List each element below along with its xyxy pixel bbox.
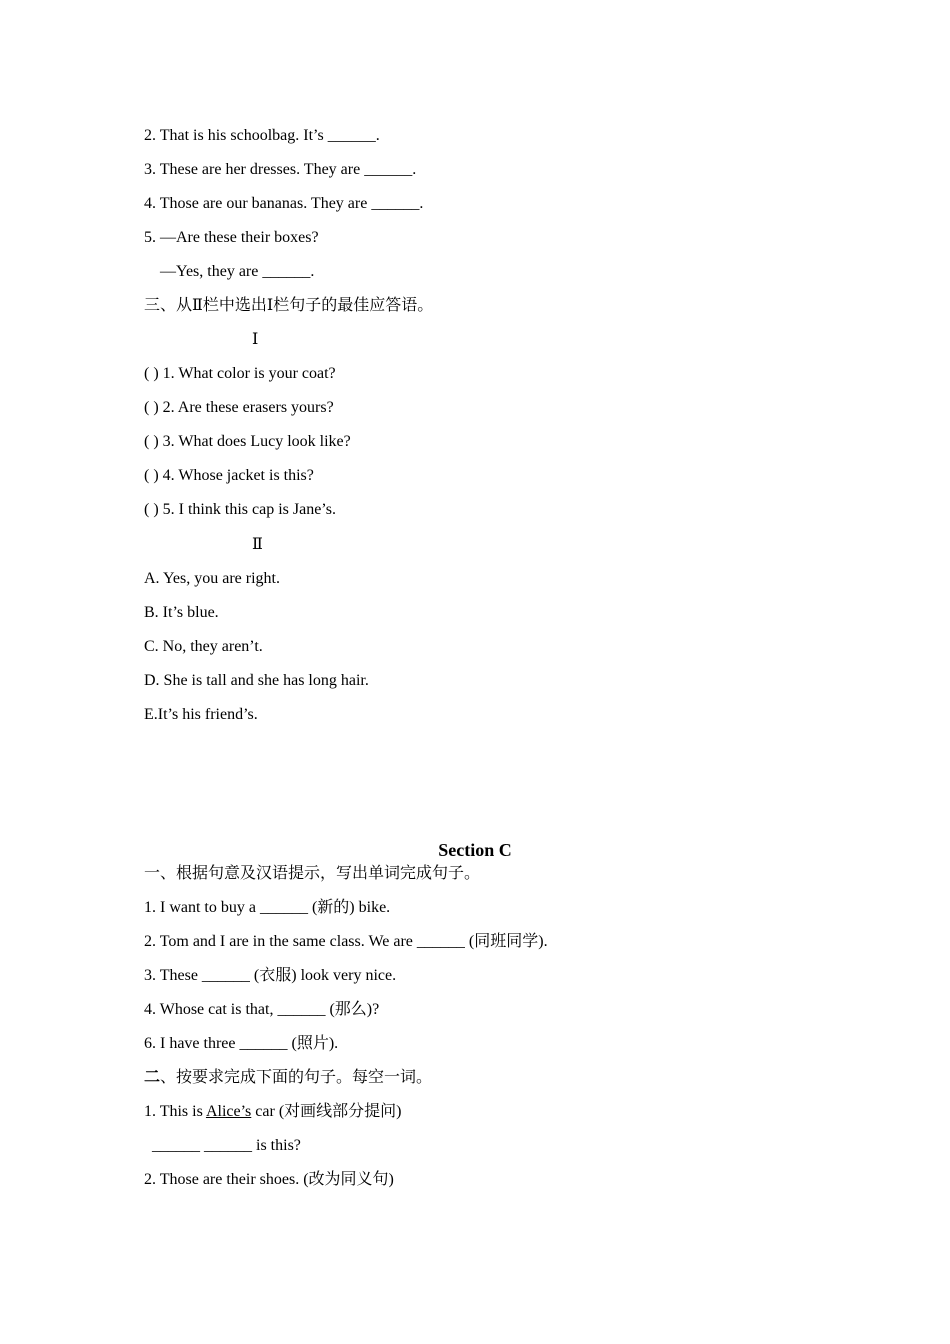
question-suffix: car (对画线部分提问): [251, 1103, 402, 1120]
part-three-heading: 三、从Ⅱ栏中选出Ⅰ栏句子的最佳应答语。: [144, 297, 434, 314]
section-c-part-one-item: 3. These ______ (衣服) look very nice.: [144, 967, 397, 984]
column-one-item: ( ) 4. Whose jacket is this?: [144, 467, 314, 484]
exercise-line-4: 4. Those are our bananas. They are ______.: [144, 195, 424, 212]
section-c-part-one-item: 4. Whose cat is that, ______ (那么)?: [144, 1001, 380, 1018]
section-c-part-two-question-2: 2. Those are their shoes. (改为同义句): [144, 1171, 394, 1188]
column-one-item: ( ) 3. What does Lucy look like?: [144, 433, 351, 450]
column-one-item: ( ) 5. I think this cap is Jane’s.: [144, 501, 336, 518]
column-two-item: C. No, they aren’t.: [144, 638, 263, 655]
column-one-item: ( ) 2. Are these erasers yours?: [144, 399, 334, 416]
section-c-part-one-heading: 一、根据句意及汉语提示，写出单词完成句子。: [144, 865, 481, 882]
part-two-number: 二: [144, 1069, 161, 1086]
column-two-item: A. Yes, you are right.: [144, 570, 280, 587]
section-c-part-two-heading: [144, 1068, 432, 1088]
column-one-label: Ⅰ: [252, 331, 259, 348]
exercise-line-5-answer: —Yes, they are ______.: [160, 263, 315, 280]
section-c-part-two-question-1: [144, 1102, 401, 1122]
column-two-label: Ⅱ: [252, 536, 263, 553]
exercise-line-3: 3. These are her dresses. They are ______.: [144, 161, 417, 178]
part-two-instruction: 、按要求完成下面的句子。每空一词。: [160, 1069, 433, 1086]
column-two-item: E.It’s his friend’s.: [144, 706, 258, 723]
section-c-part-one-item: 1. I want to buy a ______ (新的) bike.: [144, 899, 391, 916]
column-two-item: D. She is tall and she has long hair.: [144, 672, 369, 689]
column-two-item: B. It’s blue.: [144, 604, 219, 621]
section-c-title: Section C: [438, 840, 512, 860]
underlined-word: Alice’s: [205, 1103, 252, 1120]
section-c-part-two-answer-1: ______ ______ is this?: [152, 1137, 301, 1154]
column-one-item: ( ) 1. What color is your coat?: [144, 365, 336, 382]
exercise-line-2: 2. That is his schoolbag. It’s ______.: [144, 127, 380, 144]
section-c-part-one-item: 6. I have three ______ (照片).: [144, 1035, 339, 1052]
section-c-part-one-item: 2. Tom and I are in the same class. We are ______ (同班同学).: [144, 933, 548, 950]
exercise-line-5-question: 5. —Are these their boxes?: [144, 229, 319, 246]
question-prefix: 1. This is: [144, 1103, 206, 1120]
